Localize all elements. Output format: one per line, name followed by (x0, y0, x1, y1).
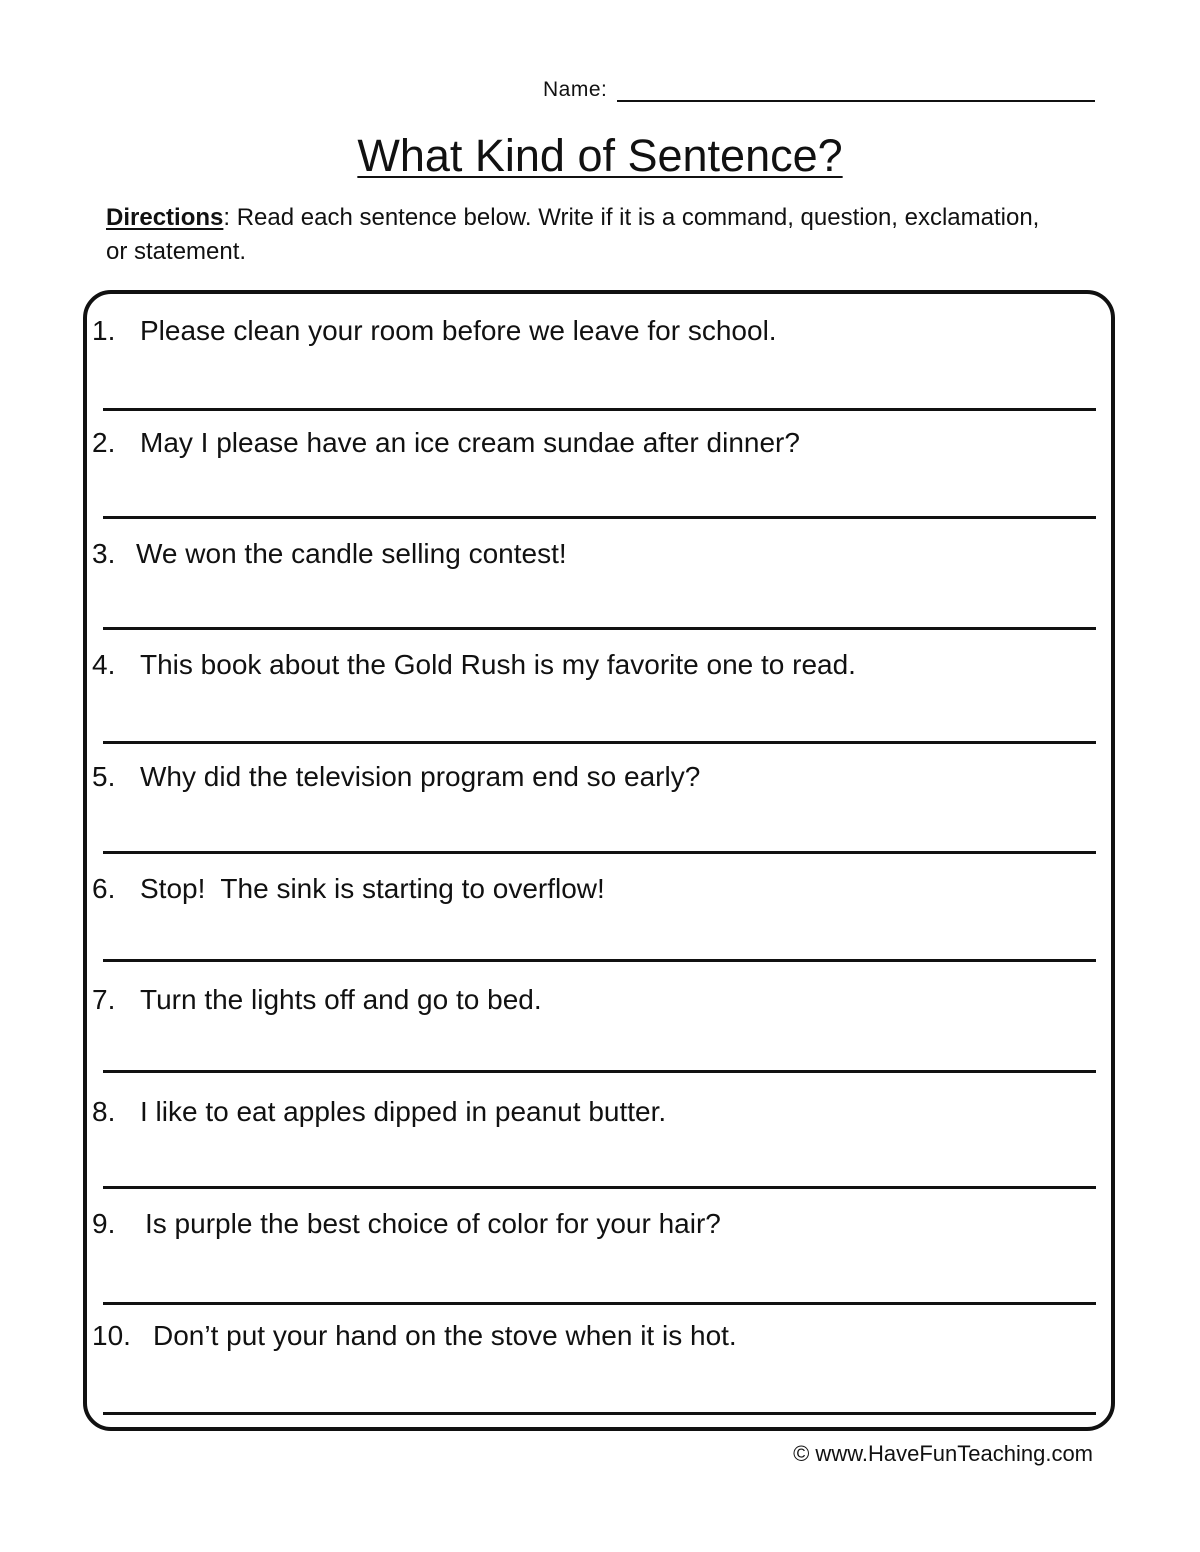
question-text: Why did the television program end so early? (140, 761, 701, 792)
question-item (92, 426, 800, 460)
name-row (543, 72, 1095, 102)
question-number: 2. (92, 427, 116, 458)
question-number: 8. (92, 1096, 116, 1127)
question-item (92, 1095, 666, 1129)
answer-line[interactable] (103, 408, 1096, 411)
directions-text: : Read each sentence below. Write if it is a command, question, exclamation, or statement. (106, 204, 1040, 265)
question-item (92, 648, 856, 682)
answer-line[interactable] (103, 1412, 1096, 1415)
directions-label: Directions (106, 204, 224, 231)
answer-line[interactable] (103, 741, 1096, 744)
copyright-footer: © www.HaveFunTeaching.com (793, 1441, 1093, 1466)
question-item (92, 537, 567, 571)
question-item (92, 983, 542, 1017)
question-item (92, 1319, 737, 1353)
question-item (92, 760, 700, 794)
name-input-line[interactable] (617, 76, 1095, 102)
answer-line[interactable] (103, 1070, 1096, 1073)
question-number: 6. (92, 873, 116, 904)
question-number: 1. (92, 315, 116, 346)
question-number: 10. (92, 1320, 131, 1351)
question-item (92, 1207, 721, 1241)
answer-line[interactable] (103, 1186, 1096, 1189)
question-item (92, 872, 605, 906)
page-title-text: What Kind of Sentence? (357, 130, 843, 181)
question-number: 7. (92, 984, 116, 1015)
question-text: This book about the Gold Rush is my favorite one to read. (140, 649, 856, 680)
question-text: May I please have an ice cream sundae after dinner? (140, 427, 800, 458)
page-title (0, 128, 1200, 184)
question-number: 5. (92, 761, 116, 792)
name-label: Name: (543, 78, 608, 101)
answer-line[interactable] (103, 851, 1096, 854)
question-text: Turn the lights off and go to bed. (140, 984, 542, 1015)
answer-line[interactable] (103, 1302, 1096, 1305)
answer-line[interactable] (103, 959, 1096, 962)
question-text: Don’t put your hand on the stove when it is hot. (153, 1320, 737, 1351)
answer-line[interactable] (103, 627, 1096, 630)
answer-line[interactable] (103, 516, 1096, 519)
question-text: We won the candle selling contest! (136, 538, 567, 569)
question-text: Please clean your room before we leave for school. (140, 315, 777, 346)
question-text: Is purple the best choice of color for your hair? (145, 1208, 721, 1239)
directions (106, 201, 1066, 269)
question-text: I like to eat apples dipped in peanut butter. (140, 1096, 667, 1127)
question-number: 9. (92, 1208, 116, 1239)
question-item (92, 314, 777, 348)
questions-frame (83, 290, 1115, 1431)
question-number: 4. (92, 649, 116, 680)
question-text: Stop! The sink is starting to overflow! (140, 873, 605, 904)
question-number: 3. (92, 538, 116, 569)
